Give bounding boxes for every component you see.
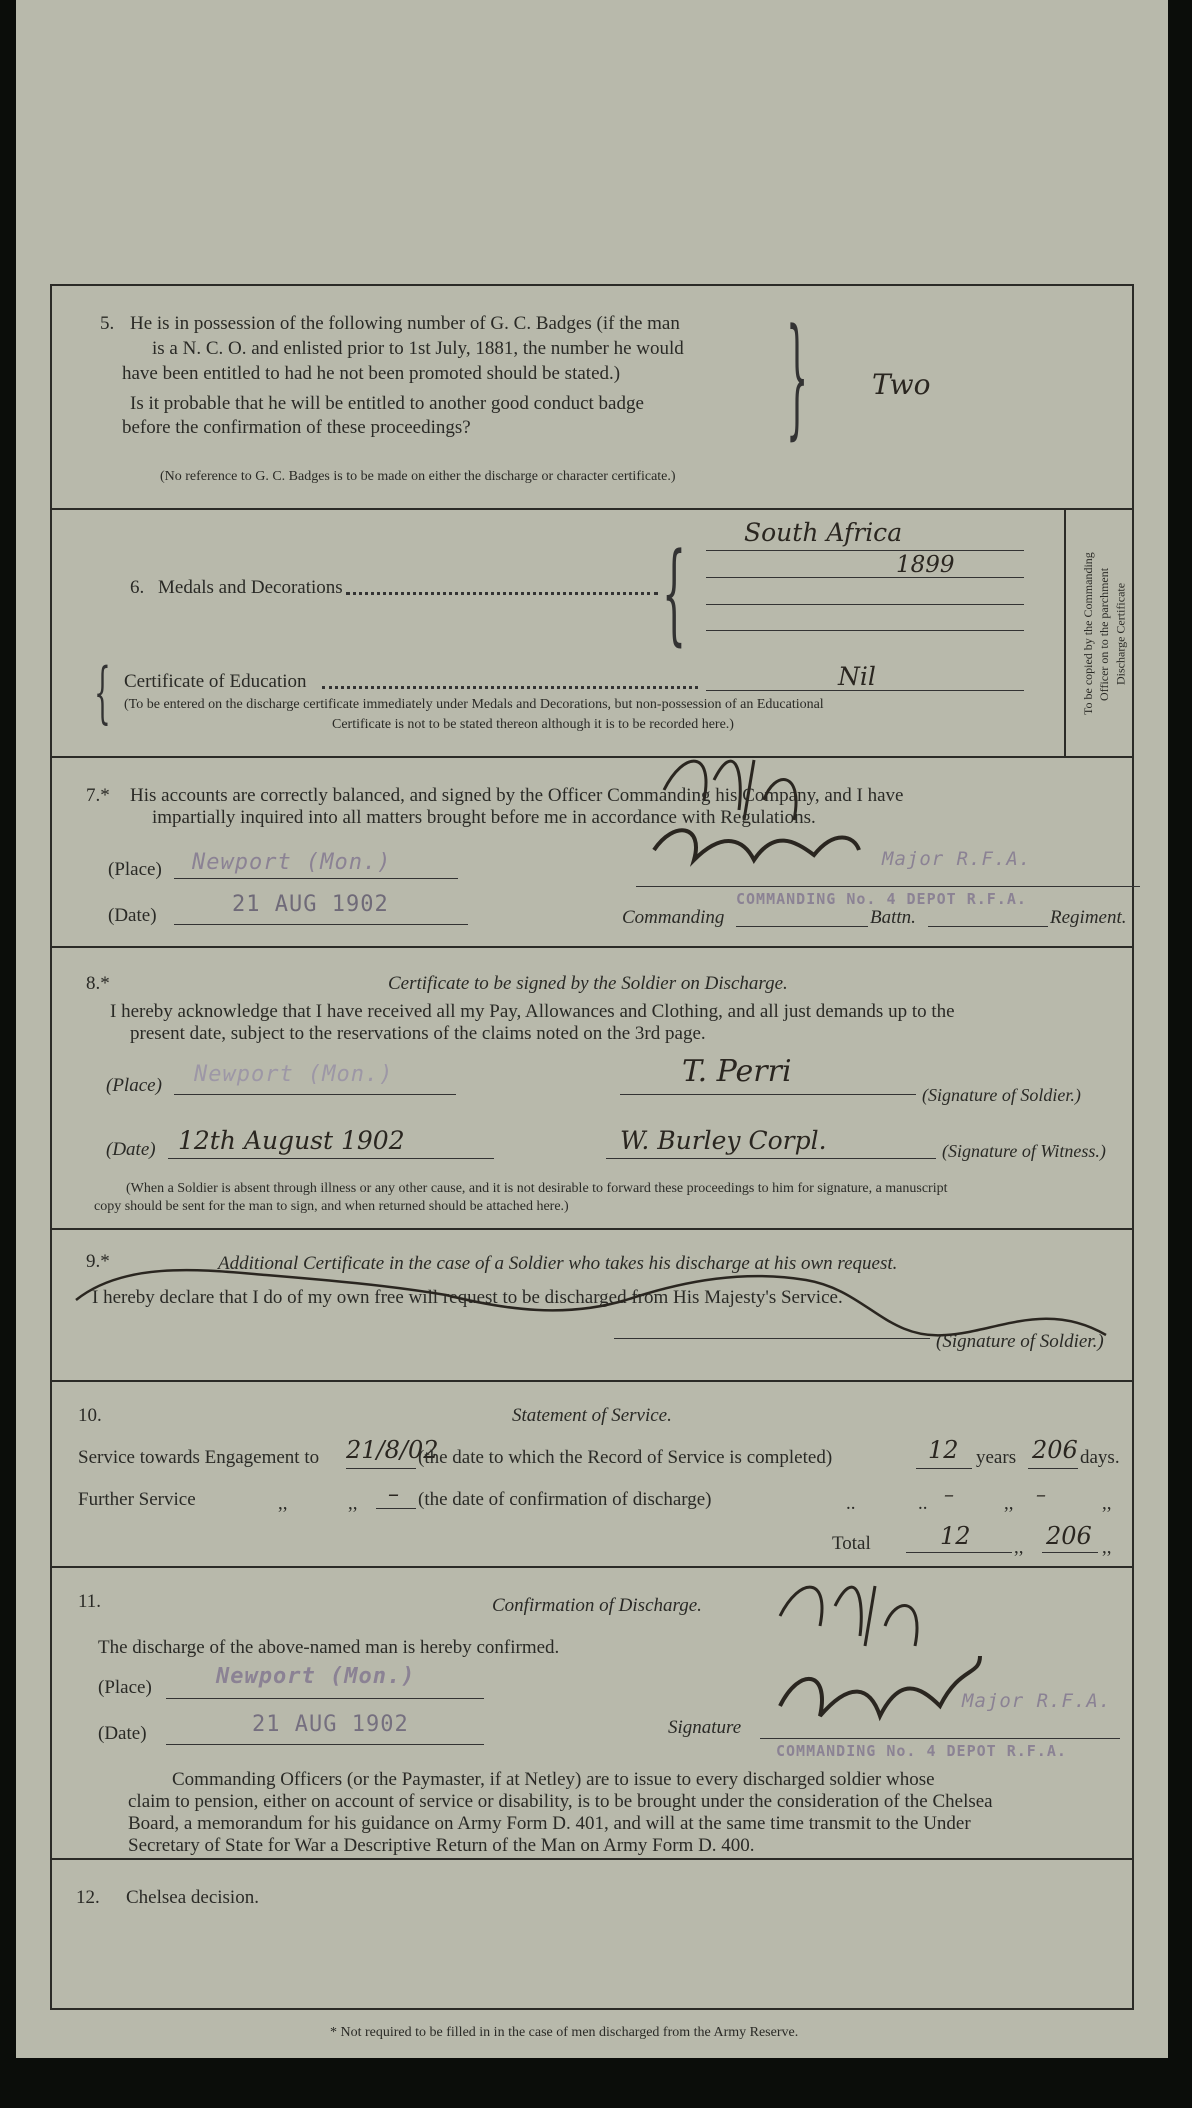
s10-further-years-dash: – [944,1482,954,1506]
document-page [16,0,1168,2058]
s10-ditto1: ,, [278,1493,288,1514]
s11-rank-stamp: Major R.F.A. [962,1690,1112,1712]
s10-years-value: 12 [928,1436,959,1464]
s7-number: 7.* [86,785,110,806]
s10-total-years-line [906,1552,1012,1553]
s7-regiment-line [928,926,1048,927]
s7-place-stamp: Newport (Mon.) [192,850,392,875]
s10-days-line [1028,1468,1078,1469]
s10-further-comma1: ,, [1004,1493,1014,1514]
s12-label: Chelsea decision. [126,1887,259,1908]
s6-medal-line2 [706,577,1024,578]
s5-answer: Two [872,368,931,401]
s5-line5: before the confirmation of these proceedings? [122,417,471,438]
divider-7-8 [50,946,1132,948]
s7-line1: His accounts are correctly balanced, and signed by the Officer Commanding his Company, and I have [130,785,904,806]
s6-side-note: To be copied by the Commanding Officer on to the parchment Discharge Certificate [1081,552,1128,716]
s8-note1: (When a Soldier is absent through illness or any other cause, and it is not desirable to forward these proceedings to him for signature, a manuscript [126,1181,948,1196]
s8-heading: Certificate to be signed by the Soldier on Discharge. [388,973,788,994]
s11-para2: claim to pension, either on account of service or disability, is to be brought under the consideration of the Chelsea [128,1791,993,1812]
s6-medals-label: Medals and Decorations [158,577,343,598]
s8-place-label: (Place) [106,1075,162,1096]
s6-medal-line4 [706,630,1024,631]
s10-further-dash: – [388,1482,399,1507]
s7-battn-line [736,926,868,927]
s9-number: 9.* [86,1251,110,1272]
s7-date-line [174,924,468,925]
s10-further-days-dash: – [1036,1482,1046,1506]
s11-place-stamp: Newport (Mon.) [216,1664,416,1689]
s6-edu-leader [322,686,698,689]
s7-commanding-label: Commanding [622,907,725,928]
s11-line1: The discharge of the above-named man is hereby confirmed. [98,1637,560,1658]
s6-medals-brace: { [662,528,687,657]
s8-witness-sig-label: (Signature of Witness.) [942,1141,1106,1161]
divider-9-10 [50,1380,1132,1382]
s10-further-comma2: ,, [1102,1493,1112,1514]
s7-signature-line [636,886,1140,887]
s11-date-stamp: 21 AUG 1902 [252,1712,409,1737]
s6-edu-note1: (To be entered on the discharge certificate immediately under Medals and Decorations, but non-possession of an Educational [124,697,824,712]
s8-date-label: (Date) [106,1139,156,1160]
s7-regiment-label: Regiment. [1050,907,1127,928]
s10-heading: Statement of Service. [512,1405,672,1426]
s10-line2b: (the date of confirmation of discharge) [418,1489,712,1510]
s11-para3: Board, a memorandum for his guidance on Army Form D. 401, and will at the same time transmit to the Under [128,1813,971,1834]
s11-commanding-stamp: COMMANDING No. 4 DEPOT R.F.A. [776,1742,1067,1760]
s5-line4: Is it probable that he will be entitled to another good conduct badge [130,393,644,414]
s10-days-label: days. [1080,1447,1120,1468]
s5-line1: He is in possession of the following number of G. C. Badges (if the man [130,313,680,334]
s8-soldier-sig-label: (Signature of Soldier.) [922,1085,1081,1105]
s6-medal1: South Africa [744,518,903,547]
s7-place-line [174,878,458,879]
s11-heading: Confirmation of Discharge. [492,1595,702,1616]
s10-further: Further Service [78,1489,196,1510]
s8-place-stamp: Newport (Mon.) [194,1062,394,1087]
s11-place-label: (Place) [98,1677,152,1698]
s12-number: 12. [76,1887,100,1908]
side-column-border [1064,510,1066,756]
s9-sig-label: (Signature of Soldier.) [936,1331,1104,1352]
s8-number: 8.* [86,973,110,994]
s10-total-label: Total [832,1533,871,1554]
s10-further-years: .. [918,1493,928,1514]
s8-soldier-sig-line [620,1094,916,1095]
s7-battn-label: Battn. [870,907,916,928]
s6-medal-line1 [706,550,1024,551]
s11-sig-label: Signature [668,1717,742,1738]
s7-place-label: (Place) [108,859,162,880]
s10-total-comma1: ,, [1014,1537,1024,1558]
s10-dots: .. [846,1493,856,1514]
s9-strike-through [66,1240,1126,1350]
divider-8-9 [50,1228,1132,1230]
s10-total-years: 12 [940,1522,971,1550]
s8-line1: I hereby acknowledge that I have received all my Pay, Allowances and Clothing, and all just demands up to the [110,1001,955,1022]
s10-line1b: (the date to which the Record of Service is completed) [418,1447,833,1468]
footnote: * Not required to be filled in in the case of men discharged from the Army Reserve. [330,2025,799,2040]
s7-date-label: (Date) [108,905,157,926]
s11-signature-mark [760,1556,990,1746]
s5-note: (No reference to G. C. Badges is to be made on either the discharge or character certificate.) [160,469,676,484]
s10-date-hand: 21/8/02 [346,1436,439,1464]
divider-6-7 [50,756,1132,758]
s10-line1a: Service towards Engagement to [78,1447,320,1468]
s6-medal2: 1899 [896,552,955,578]
s10-further-line [376,1508,416,1509]
s6-edu-label: Certificate of Education [124,671,307,692]
s11-date-label: (Date) [98,1723,147,1744]
s10-number: 10. [78,1405,102,1426]
s7-signature-mark [644,730,864,880]
divider-5-6 [50,508,1132,510]
s6-edu-value: Nil [838,662,876,691]
s11-para4: Secretary of State for War a Descriptive Return of the Man on Army Form D. 400. [128,1835,755,1856]
s8-date-value: 12th August 1902 [178,1126,405,1155]
s6-medals-leader [346,592,658,595]
s7-line2: impartially inquired into all matters brought before me in accordance with Regulations. [152,807,816,828]
s11-sig-line [760,1738,1120,1739]
s10-years-label: years [976,1447,1017,1468]
s8-witness-signature: W. Burley Corpl. [620,1126,827,1155]
s11-date-line [166,1744,484,1745]
s8-date-line [168,1158,494,1159]
s8-witness-line [606,1158,936,1159]
s10-total-days-line [1042,1552,1098,1553]
s6-edu-brace: { [94,654,111,731]
s9-line1: I hereby declare that I do of my own free will request to be discharged from His Majesty's Service. [92,1287,843,1308]
s10-years-line [916,1468,972,1469]
s8-place-line [174,1094,456,1095]
s7-date-stamp: 21 AUG 1902 [232,892,389,917]
s11-number: 11. [78,1591,102,1612]
divider-11-12 [50,1858,1132,1860]
s6-medal-line3 [706,604,1024,605]
s5-number: 5. [100,313,115,334]
s10-days-value: 206 [1032,1436,1078,1464]
s5-line3: have been entitled to had he not been promoted should be stated.) [122,363,621,384]
s10-total-days: 206 [1046,1522,1092,1550]
s6-edu-note2: Certificate is not to be stated thereon although it is to be recorded here.) [332,717,734,732]
s11-para1: Commanding Officers (or the Paymaster, if at Netley) are to issue to every discharged soldier whose [172,1769,935,1790]
s8-line2: present date, subject to the reservations of the claims noted on the 3rd page. [130,1023,706,1044]
s8-note2: copy should be sent for the man to sign, and when returned should be attached here.) [94,1199,569,1214]
s10-total-comma2: ,, [1102,1537,1112,1558]
s7-rank-stamp: Major R.F.A. [882,848,1032,870]
s6-number: 6. [130,577,145,598]
s7-commanding-stamp: COMMANDING No. 4 DEPOT R.F.A. [736,890,1027,908]
s5-line2: is a N. C. O. and enlisted prior to 1st July, 1881, the number he would [152,338,684,359]
s10-date-line [346,1468,416,1469]
s9-heading: Additional Certificate in the case of a Soldier who takes his discharge at his own request. [218,1253,898,1274]
s5-brace: } [786,300,809,453]
s11-place-line [166,1698,484,1699]
s10-ditto2: ,, [348,1493,358,1514]
s8-soldier-signature: T. Perri [682,1054,792,1089]
